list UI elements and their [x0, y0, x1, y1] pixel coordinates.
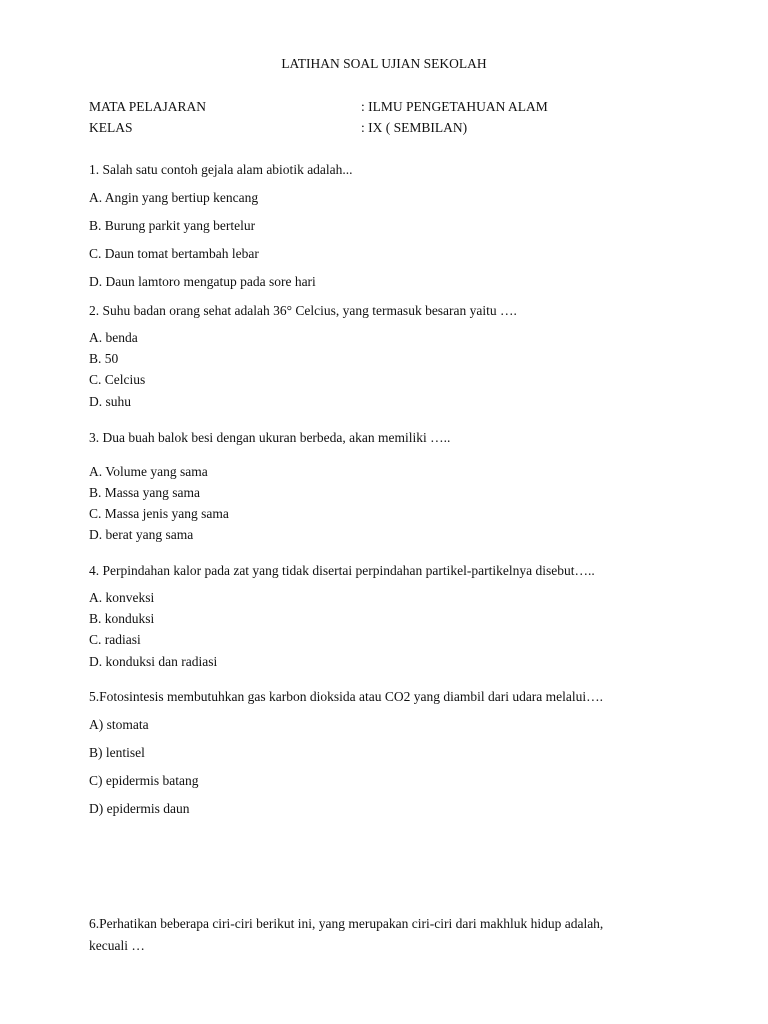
answer-option: A. Volume yang sama	[89, 464, 208, 479]
class-value: : IX ( SEMBILAN)	[361, 120, 468, 135]
answer-option: A. benda	[89, 330, 138, 345]
answer-option: D. Daun lamtoro mengatup pada sore hari	[89, 274, 316, 289]
answer-option: B. 50	[89, 351, 119, 366]
question-text: 6.Perhatikan beberapa ciri-ciri berikut ini, yang merupakan ciri-ciri dari makhluk hidup adalah,	[89, 916, 604, 931]
answer-option: D. suhu	[89, 394, 132, 409]
answer-option: C. Daun tomat bertambah lebar	[89, 246, 259, 261]
question-text-continuation: kecuali …	[89, 938, 145, 953]
answer-option: A. konveksi	[89, 590, 155, 605]
question-text: 5.Fotosintesis membutuhkan gas karbon dioksida atau CO2 yang diambil dari udara melalui….	[89, 689, 604, 704]
answer-option: D) epidermis daun	[89, 801, 190, 816]
answer-option: C. Celcius	[89, 372, 146, 387]
question-text: 4. Perpindahan kalor pada zat yang tidak disertai perpindahan partikel-partikelnya disebut…..	[89, 563, 595, 578]
question-text: 3. Dua buah balok besi dengan ukuran berbeda, akan memiliki …..	[89, 430, 451, 445]
answer-option: C. radiasi	[89, 632, 141, 647]
answer-option: D. berat yang sama	[89, 527, 194, 542]
answer-option: B. Massa yang sama	[89, 485, 200, 500]
answer-option: C. Massa jenis yang sama	[89, 506, 229, 521]
page-title: LATIHAN SOAL UJIAN SEKOLAH	[281, 56, 487, 71]
question-text: 1. Salah satu contoh gejala alam abiotik adalah...	[89, 162, 353, 177]
subject-label: MATA PELAJARAN	[89, 99, 207, 114]
answer-option: D. konduksi dan radiasi	[89, 654, 218, 669]
answer-option: B. Burung parkit yang bertelur	[89, 218, 256, 233]
answer-option: B) lentisel	[89, 745, 145, 760]
answer-option: A) stomata	[89, 717, 149, 732]
answer-option: C) epidermis batang	[89, 773, 199, 788]
question-text: 2. Suhu badan orang sehat adalah 36° Celcius, yang termasuk besaran yaitu ….	[89, 303, 517, 318]
answer-option: A. Angin yang bertiup kencang	[89, 190, 259, 205]
class-label: KELAS	[89, 120, 133, 135]
subject-value: : ILMU PENGETAHUAN ALAM	[361, 99, 548, 114]
answer-option: B. konduksi	[89, 611, 155, 626]
